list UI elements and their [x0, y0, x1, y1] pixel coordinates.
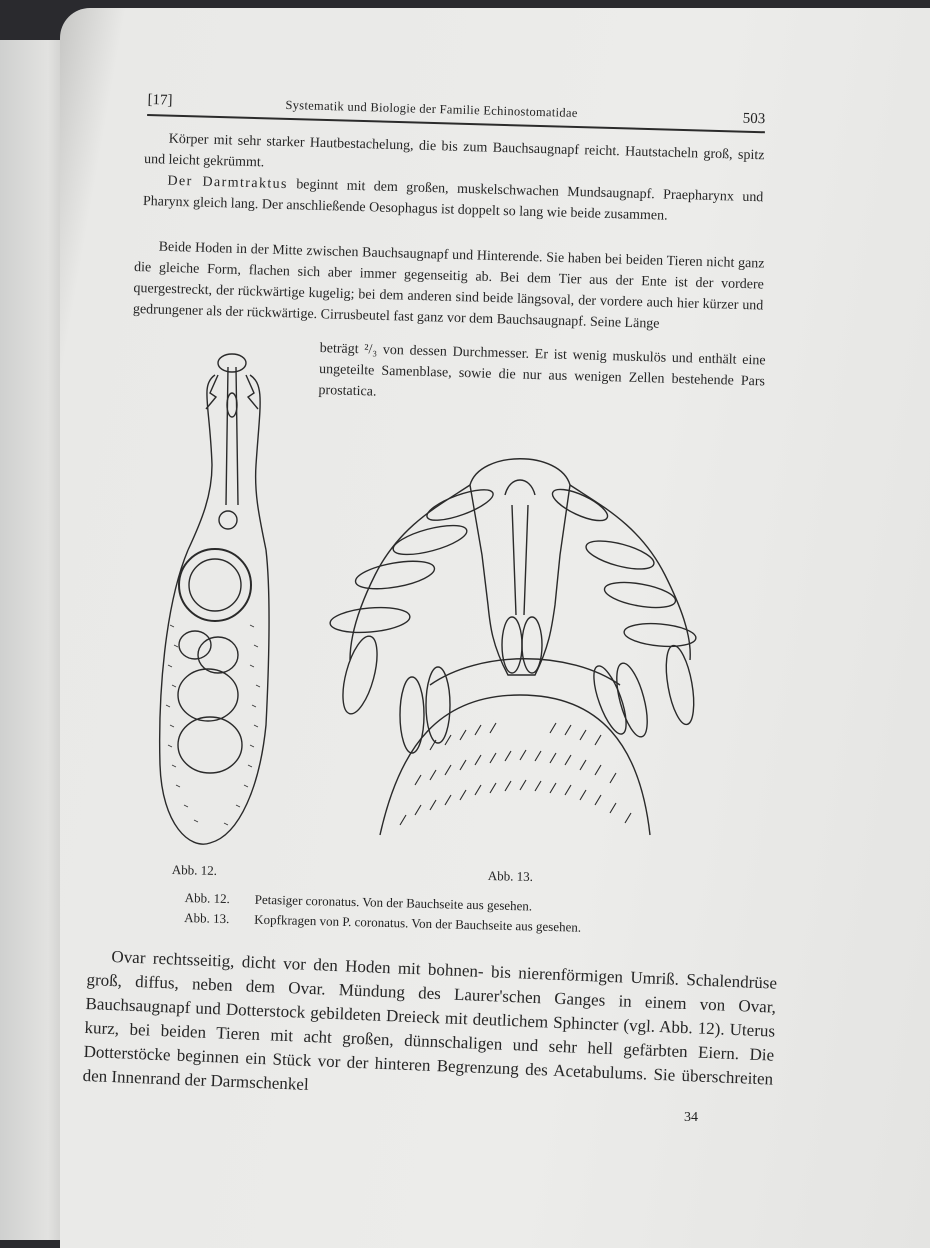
oesophagus	[512, 505, 528, 615]
posterior-testis	[178, 717, 242, 773]
body-outline	[160, 550, 269, 844]
collar-spine	[661, 644, 699, 727]
caption-key: Abb. 13.	[184, 909, 230, 927]
vitellaria-dots	[166, 625, 260, 825]
paragraph-body-spines	[143, 128, 765, 229]
paragraph-ovary	[82, 944, 777, 1116]
paragraph-text: beginnt mit dem großen, muskelschwachen Mundsaugnapf. Praepharynx und Pharynx gleich lang. Der anschließende Oesophagus ist doppelt so lang wie beide zusammen.	[142, 177, 764, 224]
ventral-sucker-inner	[189, 559, 241, 611]
paragraph-text: Ovar rechtsseitig, dicht vor den Hoden mit bohnen- bis nierenförmigen Umriß. Schalendrüse groß, diffus, neben dem Ovar. Mündung des Laurer'schen Ganges in einem von Ovar, Bauchsaugnapf und Dotterstock gebildeten Dreieck mit deutlichem Sphincter (vgl. Abb. 12). Uterus kurz, bei beiden Tieren mit acht großen, dünnschaligen und sehr hell gefärbten Eiern. Die Dotterstöcke beginnen ein Stück vor der hinteren Begrenzung des Acetabulums. Sie überschreiten den Innenrand der Darmschenkel	[82, 946, 778, 1094]
figure-13-illustration	[320, 445, 720, 855]
oesophagus	[226, 367, 238, 505]
collar-spine	[424, 484, 497, 527]
collar-outline	[350, 485, 690, 660]
oral-sucker	[218, 354, 246, 372]
running-title: Systematik und Biologie der Familie Echinostomatidae	[285, 97, 578, 121]
footer-signature-number: 34	[684, 1110, 698, 1125]
paragraph-text: beträgt ²/₃ von dessen Durchmesser. Er ist wenig muskulös und enthält eine ungeteilte Samenblase, sowie die nur aus wenigen Zellen bestehende Pars prostatica.	[318, 340, 766, 400]
head-outline	[470, 459, 570, 675]
collar-spine	[583, 535, 656, 574]
figure-13-label: Abb. 13.	[487, 868, 534, 884]
collar-spines	[206, 375, 258, 409]
collar-spine	[354, 556, 437, 594]
pharynx	[227, 393, 237, 417]
collar-spine	[603, 578, 678, 612]
body-outline	[380, 695, 650, 835]
figure-12-label: Abb. 12.	[171, 862, 218, 878]
collar-spine	[336, 633, 384, 718]
ovary	[179, 631, 211, 659]
collar-spine	[390, 520, 469, 561]
pharynx-left	[502, 617, 522, 673]
paragraph-testes	[133, 236, 765, 338]
anterior-testis	[178, 669, 238, 721]
page-number: 503	[742, 110, 766, 128]
collar-spine	[426, 667, 450, 743]
collar-spine	[587, 662, 632, 737]
oral-sucker	[505, 480, 535, 495]
section-number: [17]	[147, 91, 173, 109]
paragraph-cirrus	[318, 338, 766, 413]
collar-rim	[430, 659, 620, 685]
caption-text: Kopfkragen von P. coronatus. Von der Bauchseite aus gesehen.	[254, 911, 582, 935]
collar-spine	[329, 605, 411, 636]
caption-text: Petasiger coronatus. Von der Bauchseite aus gesehen.	[254, 891, 533, 914]
collar-spine	[549, 483, 612, 526]
paragraph-text: Körper mit sehr starker Hautbestachelung, die bis zum Bauchsaugnapf reicht. Hautstacheln groß, spitz und leicht gekrümmt.	[143, 131, 765, 171]
pharynx-right	[522, 617, 542, 673]
term-darmtraktus: Der Darmtraktus	[167, 173, 289, 193]
paragraph-text: Beide Hoden in der Mitte zwischen Bauchsaugnapf und Hinterende. Sie haben bei beiden Tieren nicht ganz die gleiche Form, flachen sich aber immer gegenseitig ab. Bei dem Tier aus der Ente ist der vordere quergestreckt, der rückwärtige kugelig; bei dem anderen sind beide längsoval, der vordere auch hier kürzer und gedrungener als der rückwärtige. Cirrusbeutel fast ganz vor dem Bauchsaugnapf. Seine Länge	[132, 239, 765, 332]
collar-spine	[611, 660, 654, 740]
caption-key: Abb. 12.	[184, 889, 231, 907]
shell-gland	[198, 637, 238, 673]
collar-spine	[400, 677, 424, 753]
cirrus-pouch	[219, 511, 237, 529]
figure-12-illustration	[150, 345, 280, 865]
tegument-spines	[400, 723, 631, 825]
ventral-sucker	[179, 549, 251, 621]
